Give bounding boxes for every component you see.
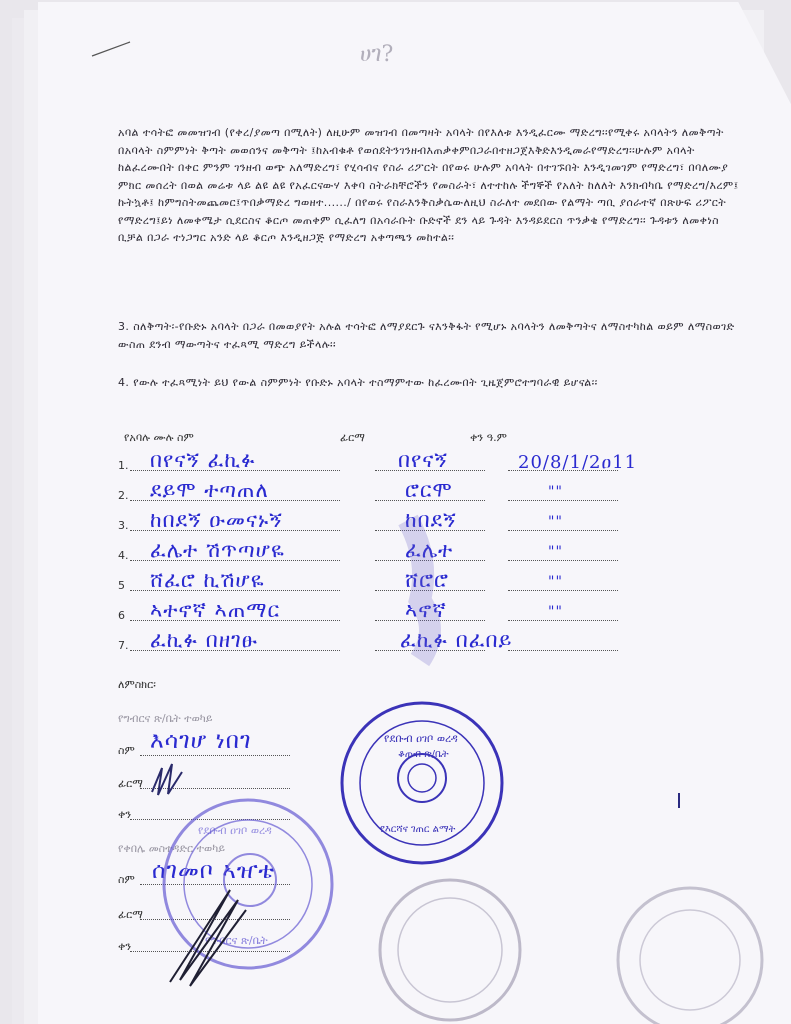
header-member-name: የአባሉ ሙሉ ስም xyxy=(124,431,194,444)
member-date: "" xyxy=(548,544,563,560)
row-number: 6 xyxy=(118,609,125,622)
member-date: "" xyxy=(548,514,563,530)
member-name: በየናኝ ፈኪፉ xyxy=(150,448,256,472)
member-name: ፈሌተ ሽጥጣሆዬ xyxy=(150,538,285,562)
stamp-outer-ring xyxy=(342,703,502,863)
member-signature: ሸሮሮ xyxy=(405,568,449,592)
witness-name-label-2: ስም xyxy=(118,873,135,886)
member-name: ደይሞ ተጣጠለ xyxy=(150,478,269,502)
row-number: 4. xyxy=(118,549,129,562)
stamp-2-bottom-text: የግብርና ጽ/ቤት xyxy=(205,934,268,947)
member-name: ሸፈሮ ኪሽሆዬ xyxy=(150,568,265,592)
bleed-through-stamp-1 xyxy=(380,880,520,1020)
witness-org-2: የቀበሌ መስተዳድር ተወካይ xyxy=(118,842,225,855)
paragraph-effect: 4. የውሉ ተፈጻሚነት ይህ የውል ስምምነት የቡድኑ አባላት ተስማምተው ከፈረሙበት ጊዜጀምሮተግባራዊ ይሆናል፡፡ xyxy=(118,376,598,389)
witness-org: የግብርና ጽ/ቤት ተወካይ xyxy=(118,712,213,725)
stamp-2-inner-ring xyxy=(184,820,312,948)
member-date: "" xyxy=(548,574,563,590)
witness-date-label: ቀን xyxy=(118,808,132,821)
row-number: 5 xyxy=(118,579,125,592)
member-signature: ፈሌተ xyxy=(405,538,454,562)
witness-sign-label: ፊርማ xyxy=(118,777,143,790)
stamp-1-mid-text: ቆጠብ ጽ/ቤት xyxy=(398,749,449,760)
member-date: 20/8/1/2ዐ11 xyxy=(518,452,638,473)
witness-label: ለምስክር፡ xyxy=(118,678,156,691)
row-number: 2. xyxy=(118,489,129,502)
witness-sign-label-2: ፊርማ xyxy=(118,908,143,921)
stamp-emblem-core xyxy=(408,764,436,792)
bleed-through-stamp-2-inner xyxy=(640,910,740,1010)
official-stamp-1 xyxy=(342,703,502,863)
paragraph-penalty: 3. ስለቅጣት፡-የቡድኑ አባላት በጋራ በመወያየት አሉል ተሳትፎ ለማያደርጉ ናእንቅፋት የሚሆኑ አባላትን ለመቅጣትና ለማስተካከል ወይም ለማስወገድ ውስጠ ደንብ ማውጣትና ተፈጻሚ ማድረግ ይችላሉ፡፡ xyxy=(118,320,735,351)
member-signature: ሮርሞ xyxy=(405,478,453,502)
ink-blot xyxy=(408,520,430,660)
member-name: ኣተኖኛ ኣጠማር xyxy=(150,598,281,622)
stamp-1-bottom-text: የእርሻና ገጠር ልማት xyxy=(380,824,456,835)
member-name: ከበደኝ ዑመናኑኝ xyxy=(150,508,283,532)
pen-mark xyxy=(92,42,130,56)
top-scribble: ሀገ? xyxy=(360,42,394,67)
row-number: 1. xyxy=(118,459,129,472)
member-signature: ፈኪፉ በፈበይ xyxy=(400,628,513,652)
row-number: 3. xyxy=(118,519,129,532)
member-signature: ከበደኝ xyxy=(405,508,457,532)
member-signature: በየናኝ xyxy=(398,448,448,472)
header-date: ቀን ዓ.ም xyxy=(470,431,507,444)
bleed-through-stamp-1-inner xyxy=(398,898,502,1002)
stamp-2-top-text: የደቡብ ዐገቦ ወረዳ xyxy=(198,824,272,837)
row-number: 7. xyxy=(118,639,129,652)
official-stamp-2 xyxy=(164,800,332,968)
member-date: "" xyxy=(548,604,563,620)
witness-name-2: ሰገመቦ ኣዠቴ xyxy=(152,858,275,884)
stamp-2-emblem xyxy=(224,854,276,906)
stamp-1-top-text: የደቡብ ዐገቦ ወረዳ xyxy=(384,732,458,745)
witness-name-label: ስም xyxy=(118,744,135,757)
member-name: ፈኪፉ በዘገፁ xyxy=(150,628,258,652)
witness-name: እሳገሆ ነበገ xyxy=(150,728,252,754)
paragraph-duties: አባል ተሳትፎ መመዝገብ (የቀረ/ያመጣ በሚለት) ለዚሁም መዝገብ በመጣዛት አባላት በየእለቱ እንዲፈርሙ ማድረግ፡፡የሚቀሩ አባላትን ለመቅጣት በአባላት ስምምነት ቅጣት መወሰንና መቅጣት ፤ከአብቁቶ የወሰደትንገንዘብእጠቃቀምበጋራበተዘጋጀእቅድእንዲመራየማድረግ፡፡ሁሉም አባላት ከልፈረሙበት በቀር ምንም ገንዘብ ወጭ አለማድረግ፣ የሂሳብና የስራ ሪፖርት በየወሩ ሁሉም አባላት በተገኙበት እንዲገመገም የማድረግ፣ በባለሙያ ምክር መሰረት በወል መሬቱ ላይ ልዩ ልዩ የአፈርናውሃ እቀባ ስትራክቸሮችን የመስራት፣ ለተተከሉ ችግኞች የአለት ከለለት እንክብካቤ የማድረግ/እረም፤ ኩትኳቶ፤ ከምግስትመጨመር፤ጥበቃማድረ ግወዘተ....../ በየወሩ የስራእንቅስቃሴውለዚህ ስራለተ መደበው የልማት ጣቢ ያሰራተኛ በጽሁፍ ሪፖርት የማድረግ፤ይነ ለመቀሜታ ሲደርስና ቆርጦ መጠቀም ሲፈለግ በአሳራቡት ቡድኖች ደን ላይ ጉዳት እንዳይደርስ ጥንቃቄ የማድረግ፡፡ ጉዳቱን ለመቀነስ ቢቻል በጋራ ተነጋግር አንድ ላይ ቆርጦ እንዲዘጋጅ የማድረግ አቀጣጫን መከተል፡፡ xyxy=(118,126,739,244)
stamp-emblem xyxy=(398,754,446,802)
member-signature: ኣኖኛ xyxy=(405,598,447,622)
member-date: "" xyxy=(548,484,563,500)
witness-signature-mark xyxy=(152,764,182,795)
witness-date-label-2: ቀን xyxy=(118,940,132,953)
header-signature: ፊርማ xyxy=(340,431,365,444)
